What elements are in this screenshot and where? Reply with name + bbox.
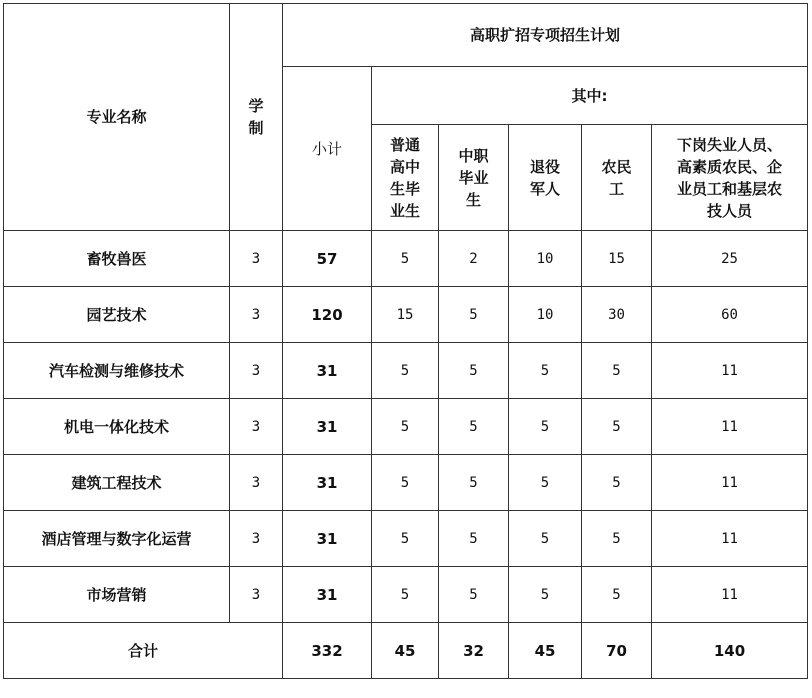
row-value: 11 bbox=[652, 567, 808, 623]
row-years: 3 bbox=[230, 455, 283, 511]
row-value: 5 bbox=[439, 399, 509, 455]
row-years: 3 bbox=[230, 343, 283, 399]
row-subtotal: 31 bbox=[283, 399, 372, 455]
row-years: 3 bbox=[230, 287, 283, 343]
total-value: 70 bbox=[582, 623, 652, 679]
row-value: 11 bbox=[652, 511, 808, 567]
row-years: 3 bbox=[230, 511, 283, 567]
row-value: 10 bbox=[509, 231, 582, 287]
row-value: 5 bbox=[439, 511, 509, 567]
table-row bbox=[4, 567, 808, 623]
row-years: 3 bbox=[230, 567, 283, 623]
row-value: 5 bbox=[439, 343, 509, 399]
row-value: 5 bbox=[509, 399, 582, 455]
row-subtotal: 31 bbox=[283, 567, 372, 623]
header-col-migrant-workers: 农民 工 bbox=[582, 125, 652, 231]
total-value: 45 bbox=[372, 623, 439, 679]
row-subtotal: 31 bbox=[283, 511, 372, 567]
table-row bbox=[4, 287, 808, 343]
header-col-veterans: 退役 军人 bbox=[509, 125, 582, 231]
row-value: 5 bbox=[372, 455, 439, 511]
row-value: 5 bbox=[439, 287, 509, 343]
total-row bbox=[4, 623, 808, 679]
row-value: 15 bbox=[582, 231, 652, 287]
row-value: 25 bbox=[652, 231, 808, 287]
table-row bbox=[4, 231, 808, 287]
row-value: 5 bbox=[509, 567, 582, 623]
row-value: 11 bbox=[652, 343, 808, 399]
row-value: 5 bbox=[582, 567, 652, 623]
row-value: 5 bbox=[509, 343, 582, 399]
row-value: 5 bbox=[372, 511, 439, 567]
row-value: 30 bbox=[582, 287, 652, 343]
table-row bbox=[4, 399, 808, 455]
header-among: 其中: bbox=[372, 67, 808, 125]
total-value: 45 bbox=[509, 623, 582, 679]
row-value: 5 bbox=[582, 511, 652, 567]
row-subtotal: 31 bbox=[283, 343, 372, 399]
row-major-name: 酒店管理与数字化运营 bbox=[4, 511, 230, 567]
table-row bbox=[4, 455, 808, 511]
total-value: 32 bbox=[439, 623, 509, 679]
row-value: 2 bbox=[439, 231, 509, 287]
header-major-name: 专业名称 bbox=[4, 4, 230, 231]
row-years: 3 bbox=[230, 399, 283, 455]
table-row bbox=[4, 511, 808, 567]
row-value: 5 bbox=[372, 231, 439, 287]
row-major-name: 园艺技术 bbox=[4, 287, 230, 343]
row-major-name: 机电一体化技术 bbox=[4, 399, 230, 455]
header-duration: 学 制 bbox=[230, 4, 283, 231]
total-subtotal: 332 bbox=[283, 623, 372, 679]
row-value: 5 bbox=[439, 455, 509, 511]
row-value: 5 bbox=[439, 567, 509, 623]
total-value: 140 bbox=[652, 623, 808, 679]
row-years: 3 bbox=[230, 231, 283, 287]
header-col-highschool: 普通 高中 生毕 业生 bbox=[372, 125, 439, 231]
enrollment-plan-table bbox=[3, 3, 808, 679]
row-subtotal: 31 bbox=[283, 455, 372, 511]
row-value: 60 bbox=[652, 287, 808, 343]
header-col-others: 下岗失业人员、 高素质农民、企 业员工和基层农 技人员 bbox=[652, 125, 808, 231]
row-major-name: 畜牧兽医 bbox=[4, 231, 230, 287]
row-subtotal: 57 bbox=[283, 231, 372, 287]
row-value: 5 bbox=[372, 343, 439, 399]
row-value: 5 bbox=[582, 399, 652, 455]
row-value: 5 bbox=[372, 399, 439, 455]
row-major-name: 市场营销 bbox=[4, 567, 230, 623]
row-value: 5 bbox=[509, 511, 582, 567]
row-value: 15 bbox=[372, 287, 439, 343]
row-value: 5 bbox=[509, 455, 582, 511]
row-value: 10 bbox=[509, 287, 582, 343]
table-row bbox=[4, 343, 808, 399]
header-subtotal: 小计 bbox=[283, 67, 372, 231]
row-value: 11 bbox=[652, 399, 808, 455]
row-subtotal: 120 bbox=[283, 287, 372, 343]
total-label: 合计 bbox=[4, 623, 283, 679]
row-value: 5 bbox=[372, 567, 439, 623]
row-major-name: 建筑工程技术 bbox=[4, 455, 230, 511]
row-value: 5 bbox=[582, 455, 652, 511]
header-plan-title: 高职扩招专项招生计划 bbox=[283, 4, 808, 67]
row-major-name: 汽车检测与维修技术 bbox=[4, 343, 230, 399]
row-value: 11 bbox=[652, 455, 808, 511]
row-value: 5 bbox=[582, 343, 652, 399]
header-col-vocational: 中职 毕业 生 bbox=[439, 125, 509, 231]
